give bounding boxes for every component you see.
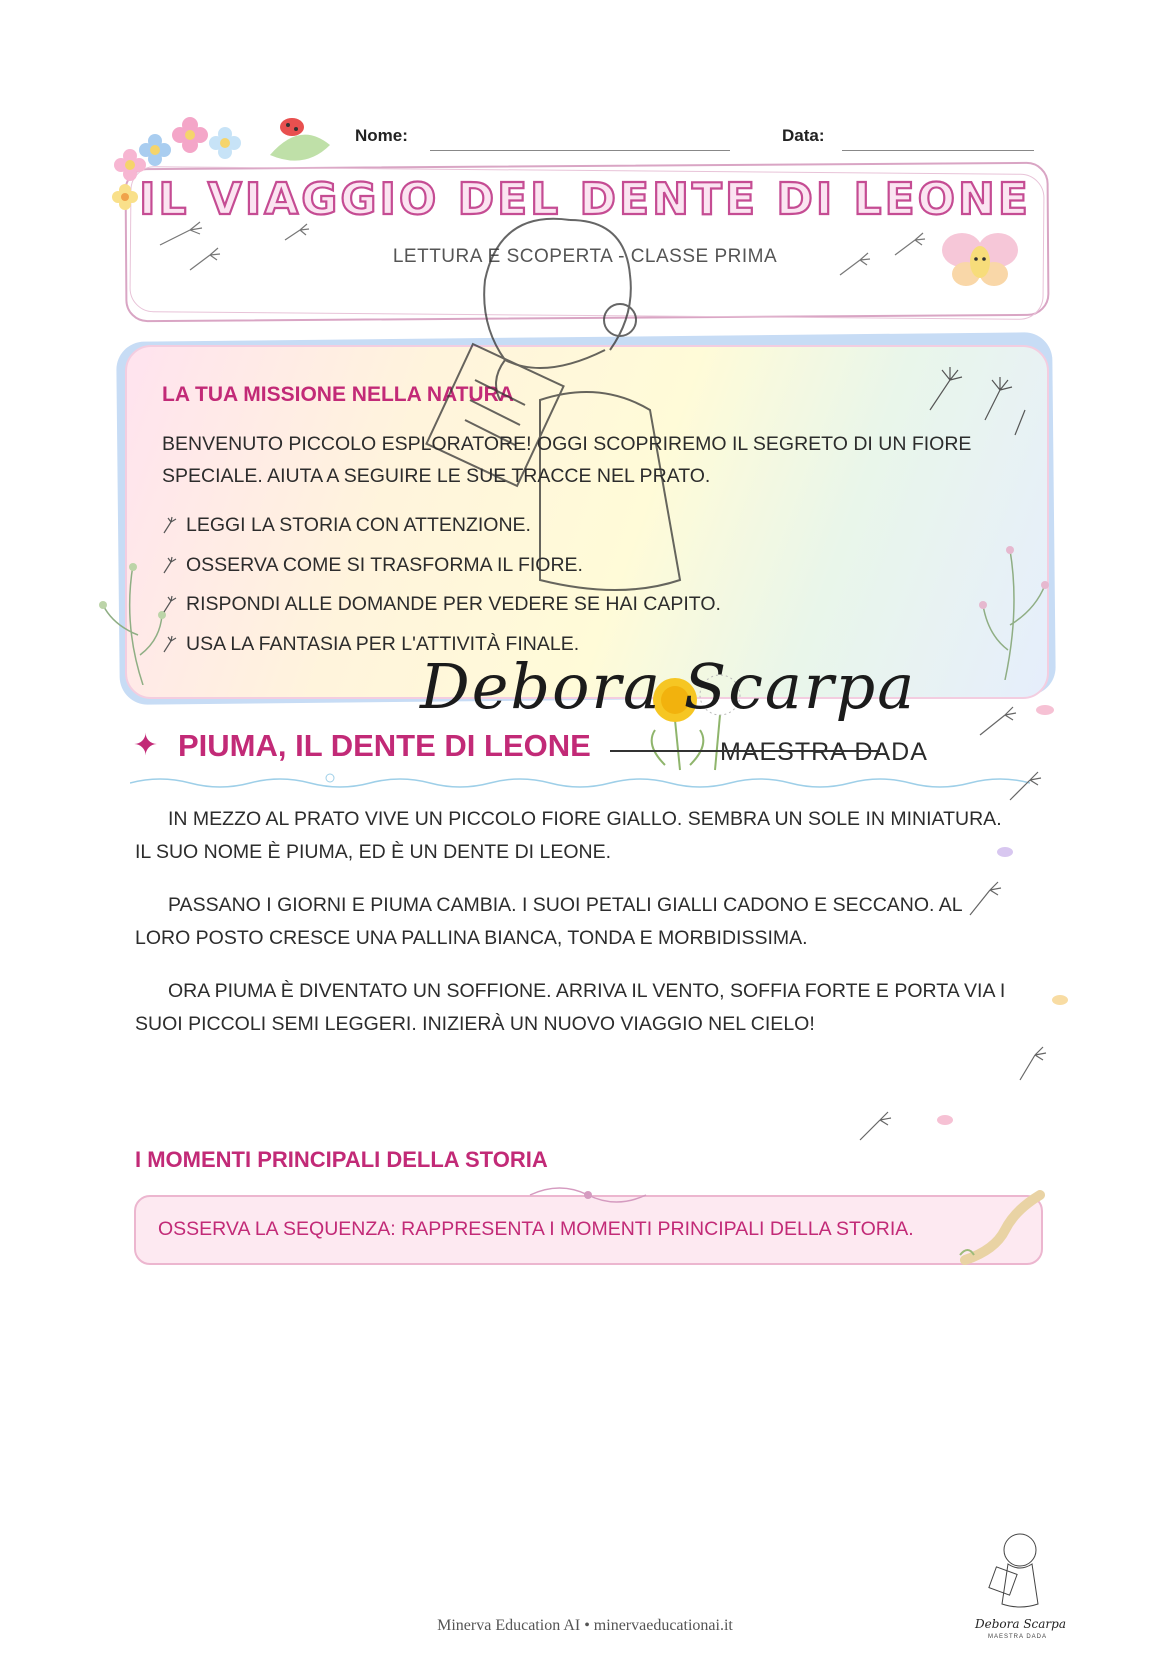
footer-text: Minerva Education AI • minervaeducationai.it bbox=[437, 1617, 733, 1634]
name-field[interactable] bbox=[430, 150, 730, 151]
page-title: IL VIAGGIO DEL DENTE DI LEONE bbox=[139, 174, 1031, 225]
section-divider bbox=[130, 770, 1040, 796]
dandelion-seeds-icon bbox=[905, 350, 1035, 440]
sequence-instruction: OSSERVA LA SEQUENZA: RAPPRESENTA I MOMENTI PRINCIPALI DELLA STORIA. bbox=[158, 1218, 914, 1240]
watermark-underline bbox=[610, 749, 880, 753]
path-illustration-icon bbox=[955, 1185, 1050, 1265]
logo-signature: Debora Scarpa bbox=[975, 1617, 1067, 1631]
name-label: Nome: bbox=[355, 126, 408, 145]
mission-title: LA TUA MISSIONE NELLA NATURA bbox=[162, 383, 514, 406]
mission-intro: BENVENUTO PICCOLO ESPLORATORE! OGGI SCOPRIREMO IL SEGRETO DI UN FIORE SPECIALE. AIUTA A SEGUIRE LE SUE TRACCE NEL PRATO. bbox=[162, 433, 972, 487]
plant-left-decoration bbox=[88, 555, 168, 685]
story-paragraph: IN MEZZO AL PRATO VIVE UN PICCOLO FIORE GIALLO. SEMBRA UN SOLE IN MINIATURA. IL SUO NOME È PIUMA, ED È UN DENTE DI LEONE. bbox=[135, 808, 1002, 863]
page-subtitle: LETTURA E SCOPERTA - CLASSE PRIMA bbox=[392, 246, 778, 267]
bullet-text: RISPONDI ALLE DOMANDE PER VEDERE SE HAI CAPITO. bbox=[186, 593, 721, 615]
bullet-text: OSSERVA COME SI TRASFORMA IL FIORE. bbox=[186, 553, 583, 576]
seed-bullet-icon bbox=[162, 635, 178, 653]
logo-subtitle: MAESTRA DADA bbox=[988, 1634, 1048, 1640]
floating-seeds-decoration bbox=[960, 700, 1070, 1130]
date-label: Data: bbox=[782, 126, 825, 145]
story-title: PIUMA, IL DENTE DI LEONE bbox=[178, 728, 591, 763]
story-text bbox=[135, 803, 1015, 1061]
moments-title: I MOMENTI PRINCIPALI DELLA STORIA bbox=[135, 1147, 548, 1172]
bullet-text: USA LA FANTASIA PER L'ATTIVITÀ FINALE. bbox=[186, 632, 580, 655]
date-field[interactable] bbox=[842, 150, 1034, 151]
story-paragraph: ORA PIUMA È DIVENTATO UN SOFFIONE. ARRIVA IL VENTO, SOFFIA FORTE E PORTA VIA I SUOI PICCOLI SEMI LEGGERI. INIZIERÀ UN NUOVO VIAGGIO NEL CIELO! bbox=[135, 980, 1006, 1035]
star-icon: ✦ bbox=[133, 729, 159, 762]
story-paragraph: PASSANO I GIORNI E PIUMA CAMBIA. I SUOI PETALI GIALLI CADONO E SECCANO. AL LORO POSTO CRESCE UNA PALLINA BIANCA, TONDA E MORBIDISSIMA. bbox=[135, 894, 962, 949]
vine-ornament-icon bbox=[525, 1183, 650, 1207]
floating-seeds-decoration-low bbox=[850, 1100, 970, 1150]
girl-reading-watermark bbox=[420, 200, 720, 630]
seed-bullet-icon bbox=[162, 595, 178, 613]
watermark-brand: MAESTRA DADA bbox=[720, 738, 928, 766]
seed-bullet-icon bbox=[162, 516, 178, 534]
watermark-signature: Debora Scarpa bbox=[420, 650, 917, 723]
name-date-row bbox=[355, 126, 1035, 156]
seed-bullet-icon bbox=[162, 556, 178, 574]
bullet-text: LEGGI LA STORIA CON ATTENZIONE. bbox=[186, 514, 531, 536]
